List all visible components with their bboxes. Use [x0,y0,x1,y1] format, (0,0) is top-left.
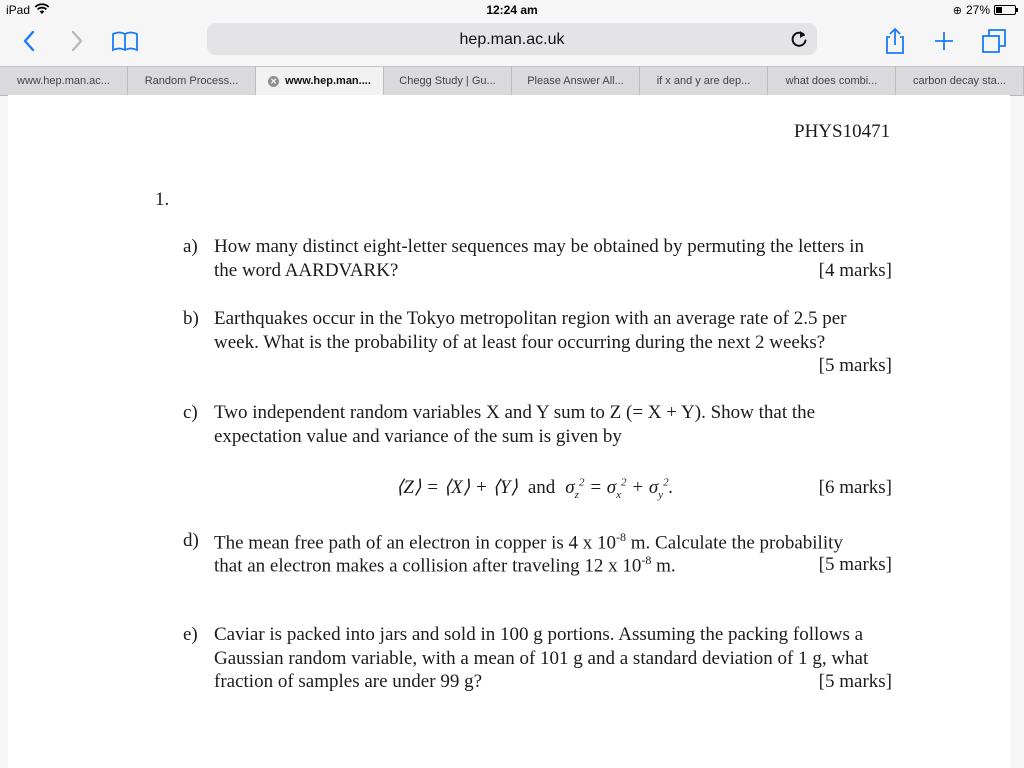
part-e-marks: [5 marks] [818,671,892,692]
tab-hep-man-active[interactable]: ✕ www.hep.man.... [256,67,384,95]
battery-icon [994,5,1016,15]
part-e-label: e) [183,624,198,645]
reload-icon[interactable] [789,28,809,55]
tabs-overview-icon[interactable] [978,24,1010,58]
tab-hep-man-1[interactable]: www.hep.man.ac... [0,67,128,95]
forward-button[interactable] [62,24,92,58]
battery-percent: 27% [965,3,990,17]
tab-chegg-study[interactable]: Chegg Study | Gu... [384,67,512,95]
status-bar [0,0,1024,20]
share-icon[interactable] [880,24,910,58]
part-a-line1: How many distinct eight-letter sequences may be obtained by permuting the letters in [214,236,865,257]
bookmarks-icon[interactable] [108,24,142,58]
part-c-label: c) [183,402,198,423]
part-c-marks: [6 marks] [818,477,892,498]
part-c-formula-and: and [527,477,556,498]
part-c-formula: ⟨Z⟩ = ⟨X⟩ + ⟨Y⟩ and $\sigma_z^2 = \sigma_x^2 + \sigma_y^2$. [396,476,674,501]
tab-please-answer[interactable]: Please Answer All... [512,67,640,95]
part-e-line1: Caviar is packed into jars and sold in 100 g portions. Assuming the packing follows a [214,624,864,645]
part-d-label: d) [183,530,199,551]
part-b-line2: week. What is the probability of at least four occurring during the next 2 weeks? [214,332,826,353]
part-c-line1: Two independent random variables X and Y sum to Z (= X + Y). Show that the [214,402,816,423]
part-a-line2: the word AARDVARK? [214,260,399,281]
close-tab-icon[interactable]: ✕ [268,76,279,87]
part-d-line2: that an electron makes a collision after traveling 12 x $10^{-8}$ m. [214,553,676,577]
new-tab-button[interactable] [928,24,960,58]
part-d-line1: The mean free path of an electron in copper is 4 x $10^{-8}$ m. Calculate the probability [214,530,843,554]
part-b-label: b) [183,308,199,329]
rotation-lock-icon: ⊕ [952,4,962,17]
back-button[interactable] [14,24,44,58]
question-number: 1. [155,189,170,210]
document-page [8,95,1010,768]
tab-carbon-decay[interactable]: carbon decay sta... [896,67,1024,95]
address-bar[interactable] [207,23,817,55]
url-text: hep.man.ac.uk [459,31,565,48]
part-b-line1: Earthquakes occur in the Tokyo metropolitan region with an average rate of 2.5 per [214,308,847,329]
clock: 12:24 am [486,3,538,17]
device-name: iPad [6,3,31,17]
tab-bar [0,66,1024,96]
tab-x-and-y[interactable]: if x and y are dep... [640,67,768,95]
part-a-marks: [4 marks] [818,260,892,281]
part-d-marks: [5 marks] [818,554,892,575]
tab-what-does-combi[interactable]: what does combi... [768,67,896,95]
part-a-label: a) [183,236,198,257]
part-e-line2: Gaussian random variable, with a mean of 101 g and a standard deviation of 1 g, what [214,648,869,669]
part-e-line3: fraction of samples are under 99 g? [214,671,483,692]
part-b-marks: [5 marks] [818,355,892,376]
course-code: PHYS10471 [794,121,891,142]
browser-toolbar [0,20,1024,64]
part-c-line2: expectation value and variance of the sum is given by [214,426,622,447]
tab-random-process[interactable]: Random Process... [128,67,256,95]
